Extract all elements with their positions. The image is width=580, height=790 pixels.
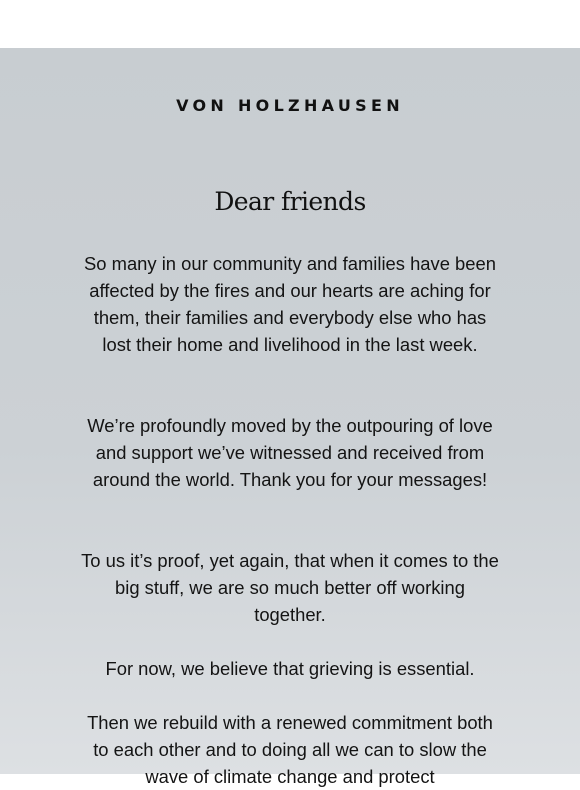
- body-paragraph: For now, we believe that grieving is essential.: [105, 658, 475, 679]
- email-greeting: Dear friends: [214, 187, 366, 216]
- brand-logo-text: VON HOLZHAUSEN: [176, 96, 404, 115]
- email-top-bar: [0, 0, 580, 48]
- body-paragraph: We’re profoundly moved by the outpouring of love and support we’ve witnessed and received from around the world. Thank you for your messages!: [87, 415, 493, 490]
- body-paragraph: Then we rebuild with a renewed commitment both to each other and to doing all we can to slow the wave of climate change and protect: [87, 712, 493, 787]
- email-body: [0, 48, 580, 787]
- body-paragraph: So many in our community and families have been affected by the fires and our hearts are aching for them, their families and everybody else who has lost their home and livelihood in the last week.: [84, 253, 496, 355]
- body-paragraph: To us it’s proof, yet again, that when it comes to the big stuff, we are so much better off working together.: [81, 550, 499, 625]
